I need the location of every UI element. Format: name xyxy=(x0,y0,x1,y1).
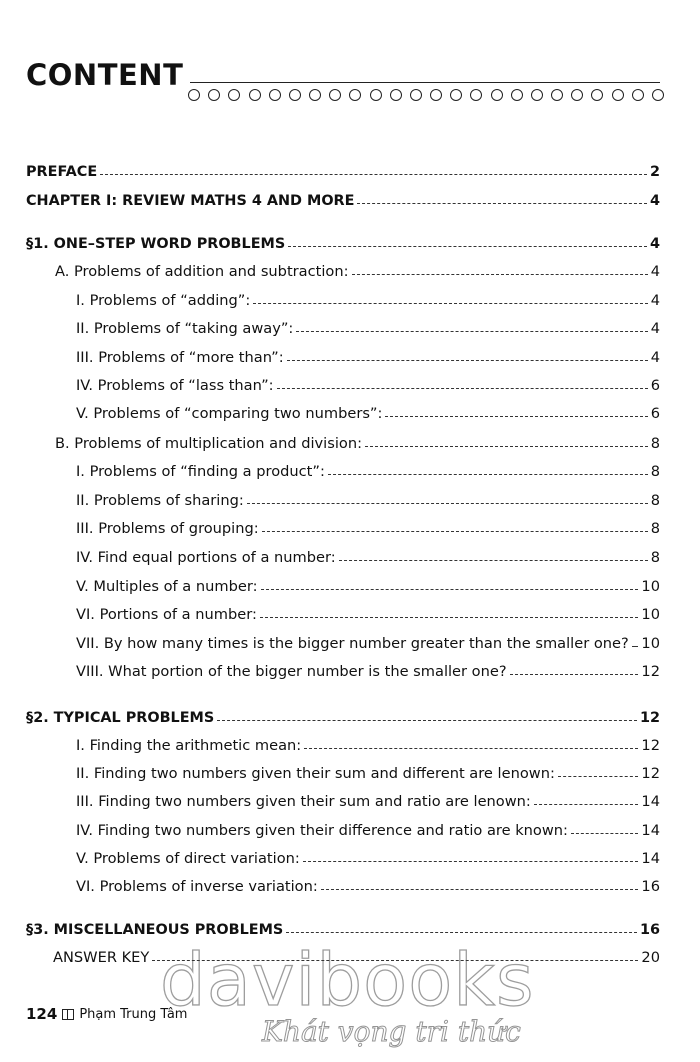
toc-leader-line xyxy=(261,589,639,590)
title-rule xyxy=(190,82,660,83)
author-name: Phạm Trung Tâm xyxy=(79,1006,188,1022)
toc-entry-label: V. Problems of “comparing two numbers”: xyxy=(76,405,383,422)
toc-entry-label: I. Finding the arithmetic mean: xyxy=(76,737,302,754)
toc-leader-line xyxy=(571,833,638,834)
page-title: CONTENT xyxy=(26,58,184,92)
toc-entry xyxy=(76,515,660,537)
toc-entry xyxy=(76,658,660,680)
toc-leader-line xyxy=(217,720,637,721)
toc-leader-line xyxy=(260,617,639,618)
circle-ornament xyxy=(450,89,462,101)
toc-entry xyxy=(76,845,660,867)
toc-page-number: 14 xyxy=(641,822,660,839)
decorative-circle-border xyxy=(188,89,664,101)
toc-entry xyxy=(76,601,660,623)
circle-ornament xyxy=(309,89,321,101)
toc-entry-label: IV. Find equal portions of a number: xyxy=(76,549,336,566)
toc-entry-label: IV. Problems of “lass than”: xyxy=(76,377,274,394)
toc-entry xyxy=(76,315,660,337)
toc-page-number: 4 xyxy=(650,292,660,309)
toc-page-number: 8 xyxy=(650,492,660,509)
toc-entry-label: III. Problems of “more than”: xyxy=(76,349,284,366)
toc-entry xyxy=(76,287,660,309)
toc-page-number: 10 xyxy=(641,578,660,595)
toc-page-number: 8 xyxy=(650,463,660,480)
toc-page-number: 10 xyxy=(641,606,660,623)
toc-page-number: 14 xyxy=(641,850,660,867)
toc-leader-line xyxy=(385,416,647,417)
toc-page-number: 4 xyxy=(649,236,660,252)
toc-entry-label: B. Problems of multiplication and division: xyxy=(55,435,362,452)
toc-page-number: 12 xyxy=(641,737,660,754)
toc-entry xyxy=(26,704,660,726)
toc-entry xyxy=(76,372,660,394)
circle-ornament xyxy=(249,89,261,101)
circle-ornament xyxy=(269,89,281,101)
circle-ornament xyxy=(551,89,563,101)
toc-page-number: 12 xyxy=(639,710,660,726)
toc-entry-label: III. Finding two numbers given their sum and ratio are lenown: xyxy=(76,793,531,810)
toc-page-number: 6 xyxy=(650,405,660,422)
circle-ornament xyxy=(208,89,220,101)
circle-ornament xyxy=(571,89,583,101)
toc-page-number: 4 xyxy=(650,320,660,337)
toc-entry xyxy=(76,573,660,595)
toc-page-number: 20 xyxy=(641,949,660,966)
toc-leader-line xyxy=(287,360,648,361)
toc-entry xyxy=(76,732,660,754)
toc-leader-line xyxy=(321,889,639,890)
toc-entry-label: CHAPTER I: REVIEW MATHS 4 AND MORE xyxy=(26,193,355,209)
toc-entry-label: §3. MISCELLANEOUS PROBLEMS xyxy=(26,922,284,938)
toc-entry xyxy=(55,258,660,280)
toc-entry-label: VII. By how many times is the bigger number greater than the smaller one? xyxy=(76,635,629,652)
circle-ornament xyxy=(188,89,200,101)
toc-entry xyxy=(26,158,660,180)
toc-leader-line xyxy=(558,776,639,777)
toc-leader-line xyxy=(303,861,639,862)
toc-entry xyxy=(76,760,660,782)
toc-entry-label: §2. TYPICAL PROBLEMS xyxy=(26,710,215,726)
toc-entry-label: III. Problems of grouping: xyxy=(76,520,259,537)
toc-entry-label: PREFACE xyxy=(26,164,98,180)
toc-leader-line xyxy=(100,174,647,175)
toc-entry xyxy=(76,817,660,839)
toc-leader-line xyxy=(253,303,647,304)
toc-entry-label: VI. Portions of a number: xyxy=(76,606,257,623)
toc-leader-line xyxy=(286,932,637,933)
toc-entry-label: IV. Finding two numbers given their difference and ratio are known: xyxy=(76,822,568,839)
toc-entry-label: V. Problems of direct variation: xyxy=(76,850,300,867)
toc-entry-label: A. Problems of addition and subtraction: xyxy=(55,263,349,280)
toc-entry xyxy=(76,458,660,480)
toc-entry-label: II. Problems of sharing: xyxy=(76,492,244,509)
toc-page-number: 12 xyxy=(641,765,660,782)
toc-entry xyxy=(26,230,660,252)
circle-ornament xyxy=(652,89,664,101)
watermark-tagline: Khát vọng tri thức xyxy=(262,1015,521,1048)
toc-leader-line xyxy=(365,446,648,447)
toc-leader-line xyxy=(277,388,648,389)
toc-page-number: 4 xyxy=(650,263,660,280)
toc-page-number: 2 xyxy=(649,164,660,180)
toc-entry xyxy=(76,873,660,895)
toc-entry-label: I. Problems of “adding”: xyxy=(76,292,251,309)
toc-entry-label: II. Finding two numbers given their sum and different are lenown: xyxy=(76,765,555,782)
toc-page-number: 16 xyxy=(639,922,660,938)
toc-entry xyxy=(26,187,660,209)
watermark-brand: davibooks xyxy=(160,938,535,1022)
toc-leader-line xyxy=(247,503,648,504)
circle-ornament xyxy=(511,89,523,101)
circle-ornament xyxy=(390,89,402,101)
toc-entry xyxy=(76,400,660,422)
toc-entry-label: VIII. What portion of the bigger number is the smaller one? xyxy=(76,663,507,680)
toc-page-number: 6 xyxy=(650,377,660,394)
toc-leader-line xyxy=(339,560,648,561)
toc-entry-label: II. Problems of “taking away”: xyxy=(76,320,294,337)
circle-ornament xyxy=(591,89,603,101)
toc-page-number: 8 xyxy=(650,520,660,537)
circle-ornament xyxy=(410,89,422,101)
toc-leader-line xyxy=(632,646,639,647)
toc-page-number: 14 xyxy=(641,793,660,810)
toc-page-number: 4 xyxy=(649,193,660,209)
toc-entry-label: VI. Problems of inverse variation: xyxy=(76,878,318,895)
toc-leader-line xyxy=(262,531,648,532)
toc-page-number: 4 xyxy=(650,349,660,366)
toc-leader-line xyxy=(328,474,648,475)
toc-leader-line xyxy=(357,203,647,204)
book-icon xyxy=(62,1009,74,1020)
circle-ornament xyxy=(612,89,624,101)
toc-entry xyxy=(76,487,660,509)
toc-entry-label: ANSWER KEY xyxy=(53,949,150,966)
circle-ornament xyxy=(228,89,240,101)
page-number: 124 xyxy=(26,1005,58,1023)
toc-leader-line xyxy=(288,246,647,247)
toc-entry xyxy=(26,916,660,938)
toc-leader-line xyxy=(510,674,639,675)
toc-leader-line xyxy=(304,748,638,749)
circle-ornament xyxy=(632,89,644,101)
toc-leader-line xyxy=(296,331,647,332)
circle-ornament xyxy=(329,89,341,101)
toc-entry xyxy=(76,544,660,566)
toc-page-number: 12 xyxy=(641,663,660,680)
toc-entry xyxy=(76,630,660,652)
toc-entry-label: §1. ONE–STEP WORD PROBLEMS xyxy=(26,236,286,252)
toc-page-number: 8 xyxy=(650,435,660,452)
toc-entry xyxy=(76,788,660,810)
circle-ornament xyxy=(370,89,382,101)
toc-leader-line xyxy=(352,274,648,275)
toc-entry-label: I. Problems of “finding a product”: xyxy=(76,463,325,480)
circle-ornament xyxy=(349,89,361,101)
toc-page-number: 16 xyxy=(641,878,660,895)
circle-ornament xyxy=(491,89,503,101)
circle-ornament xyxy=(531,89,543,101)
toc-leader-line xyxy=(534,804,639,805)
toc-page-number: 8 xyxy=(650,549,660,566)
toc-page-number: 10 xyxy=(641,635,660,652)
circle-ornament xyxy=(470,89,482,101)
circle-ornament xyxy=(289,89,301,101)
toc-entry-label: V. Multiples of a number: xyxy=(76,578,258,595)
circle-ornament xyxy=(430,89,442,101)
toc-entry xyxy=(76,344,660,366)
toc-entry xyxy=(55,430,660,452)
